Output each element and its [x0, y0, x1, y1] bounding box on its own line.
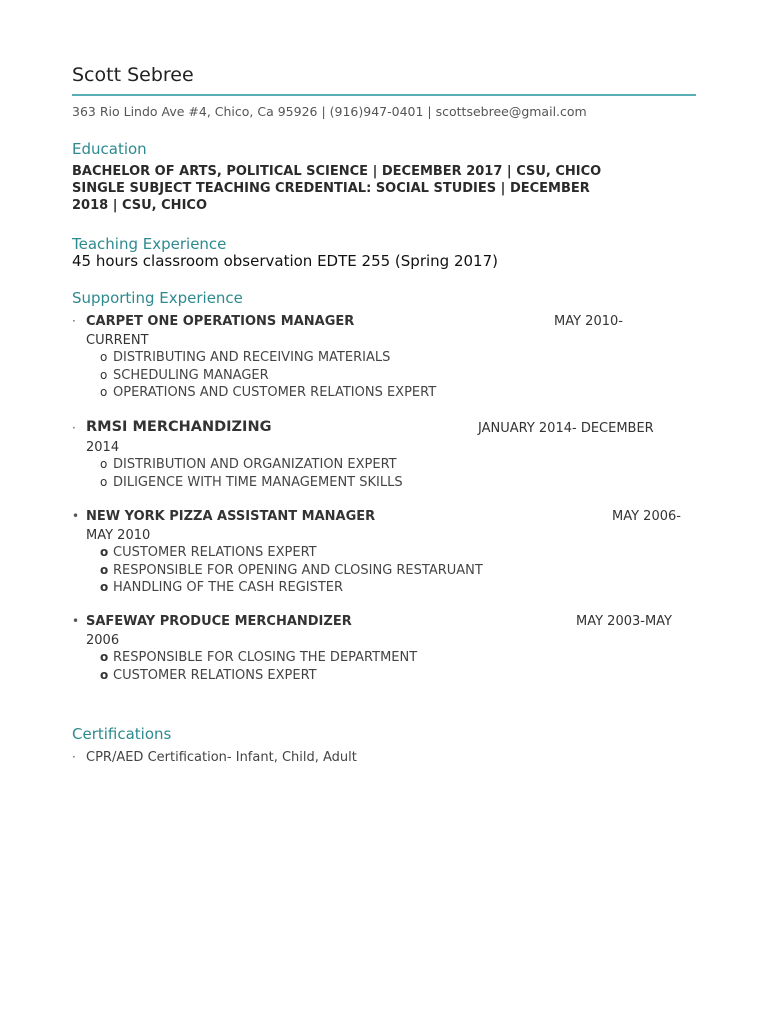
duty-text: CUSTOMER RELATIONS EXPERT: [113, 545, 317, 560]
job-dates-end: CURRENT: [86, 333, 149, 348]
education-line: SINGLE SUBJECT TEACHING CREDENTIAL: SOCIAL STUDIES | DECEMBER: [72, 181, 590, 196]
circle-bullet-icon: o: [100, 367, 108, 382]
list-item: [100, 367, 436, 385]
certifications-heading: Certifications: [72, 725, 172, 743]
job-dates-end: 2014: [86, 440, 120, 455]
teaching-heading: Teaching Experience: [72, 235, 227, 253]
list-item: [100, 562, 483, 580]
list-item: [100, 456, 403, 474]
job-duties: [100, 349, 436, 402]
duty-text: DILIGENCE WITH TIME MANAGEMENT SKILLS: [113, 474, 403, 490]
circle-bullet-icon: o: [100, 650, 109, 664]
certification-text: CPR/AED Certification- Infant, Child, Adult: [86, 750, 357, 765]
bullet-icon: •: [72, 509, 80, 523]
list-item: [100, 349, 436, 367]
list-item: [100, 667, 417, 685]
job-duties: [100, 544, 483, 597]
job-dates-start: MAY 2006-: [612, 509, 681, 524]
header-divider: [72, 94, 696, 96]
bullet-icon: •: [72, 614, 80, 628]
job-title: SAFEWAY PRODUCE MERCHANDIZER: [86, 614, 352, 629]
list-item: [100, 579, 483, 597]
bullet-icon: ·: [72, 750, 76, 764]
job-dates-end: MAY 2010: [86, 528, 151, 543]
job-title: RMSI MERCHANDIZING: [86, 419, 272, 435]
teaching-entry: 45 hours classroom observation EDTE 255 (Spring 2017): [72, 252, 498, 270]
circle-bullet-icon: o: [100, 457, 108, 471]
list-item: [100, 544, 483, 562]
circle-bullet-icon: o: [100, 350, 108, 364]
job-dates-start: JANUARY 2014- DECEMBER: [478, 421, 654, 436]
candidate-name: Scott Sebree: [72, 64, 194, 86]
duty-text: OPERATIONS AND CUSTOMER RELATIONS EXPERT: [113, 385, 437, 400]
circle-bullet-icon: o: [100, 580, 109, 594]
circle-bullet-icon: o: [100, 562, 109, 577]
circle-bullet-icon: o: [100, 545, 109, 559]
duty-text: DISTRIBUTING AND RECEIVING MATERIALS: [113, 350, 391, 365]
list-item: [100, 649, 417, 667]
list-item: [100, 474, 403, 492]
duty-text: RESPONSIBLE FOR CLOSING THE DEPARTMENT: [113, 650, 418, 665]
education-heading: Education: [72, 140, 147, 158]
education-line: BACHELOR OF ARTS, POLITICAL SCIENCE | DECEMBER 2017 | CSU, CHICO: [72, 164, 602, 179]
bullet-icon: ·: [72, 314, 76, 328]
job-title: CARPET ONE OPERATIONS MANAGER: [86, 314, 355, 329]
duty-text: HANDLING OF THE CASH REGISTER: [113, 580, 344, 595]
circle-bullet-icon: o: [100, 385, 108, 399]
job-duties: [100, 456, 403, 491]
duty-text: DISTRIBUTION AND ORGANIZATION EXPERT: [113, 457, 397, 472]
education-entries: [72, 163, 642, 214]
job-dates-end: 2006: [86, 633, 120, 648]
list-item: [100, 384, 436, 402]
duty-text: RESPONSIBLE FOR OPENING AND CLOSING RESTARUANT: [113, 562, 483, 578]
contact-info: 363 Rio Lindo Ave #4, Chico, Ca 95926 | (916)947-0401 | scottsebree@gmail.com: [72, 104, 587, 119]
education-line: 2018 | CSU, CHICO: [72, 198, 207, 213]
job-title: NEW YORK PIZZA ASSISTANT MANAGER: [86, 509, 376, 524]
supporting-heading: Supporting Experience: [72, 289, 243, 307]
circle-bullet-icon: o: [100, 474, 108, 489]
duty-text: SCHEDULING MANAGER: [113, 367, 269, 383]
job-dates-start: MAY 2003-MAY: [576, 614, 672, 629]
job-dates-start: MAY 2010-: [554, 314, 623, 329]
circle-bullet-icon: o: [100, 667, 109, 682]
job-duties: [100, 649, 417, 684]
duty-text: CUSTOMER RELATIONS EXPERT: [113, 667, 317, 683]
bullet-icon: ·: [72, 421, 76, 435]
